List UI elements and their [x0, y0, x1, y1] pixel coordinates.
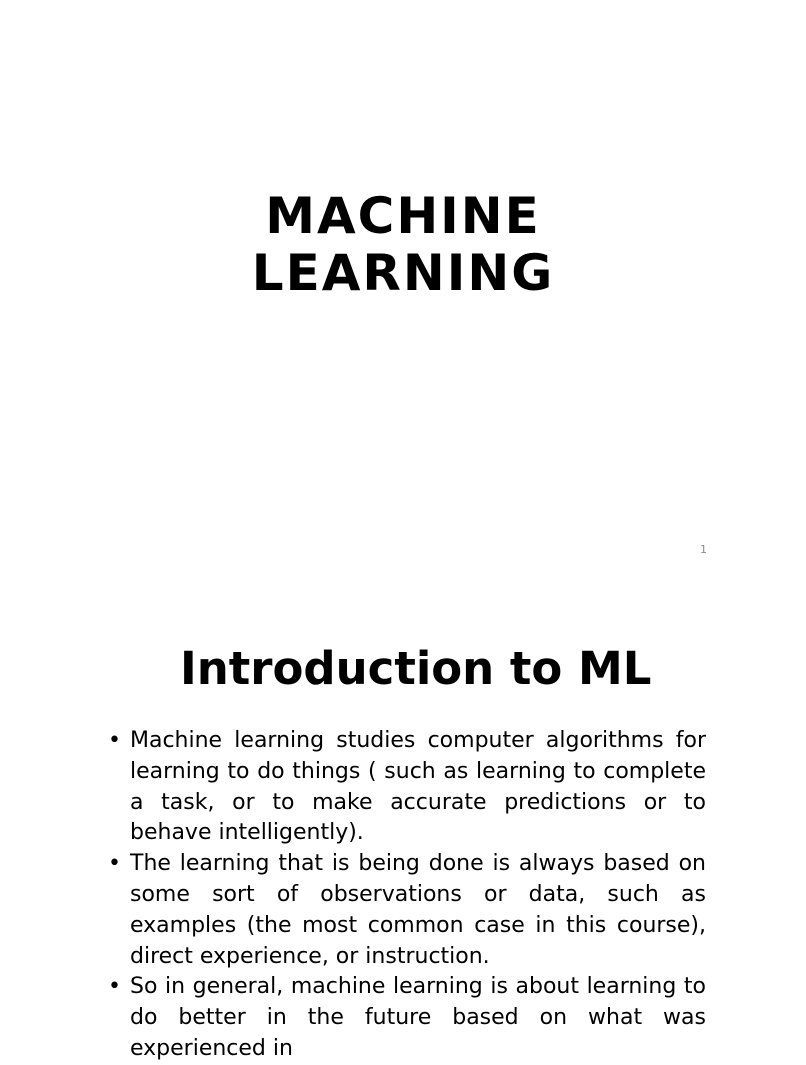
bullet-icon: •: [108, 851, 121, 877]
list-item: [108, 849, 706, 972]
bullet-icon: •: [108, 728, 121, 753]
title-line-1: MACHINE: [265, 187, 541, 245]
bullet-icon: •: [108, 974, 121, 1000]
title-line-2: LEARNING: [251, 244, 555, 302]
bullet-text: Machine learning studies computer algorithms for learning to do things ( such as learning to complete a task, or to make accurate predictions or to behave intelligently).: [130, 728, 706, 846]
list-item: [108, 726, 706, 849]
bullet-list: [108, 726, 706, 1065]
bullet-text: So in general, machine learning is about learning to do better in the future based on what was experienced in: [130, 974, 706, 1061]
list-item: [108, 972, 706, 1064]
section-heading: Introduction to ML: [180, 642, 652, 695]
slide-title: [0, 188, 806, 302]
bullet-text: The learning that is being done is always based on some sort of observations or data, such as examples (the most common case in this course), direct experience, or instruction.: [130, 851, 706, 969]
slide-number: 1: [700, 543, 707, 556]
